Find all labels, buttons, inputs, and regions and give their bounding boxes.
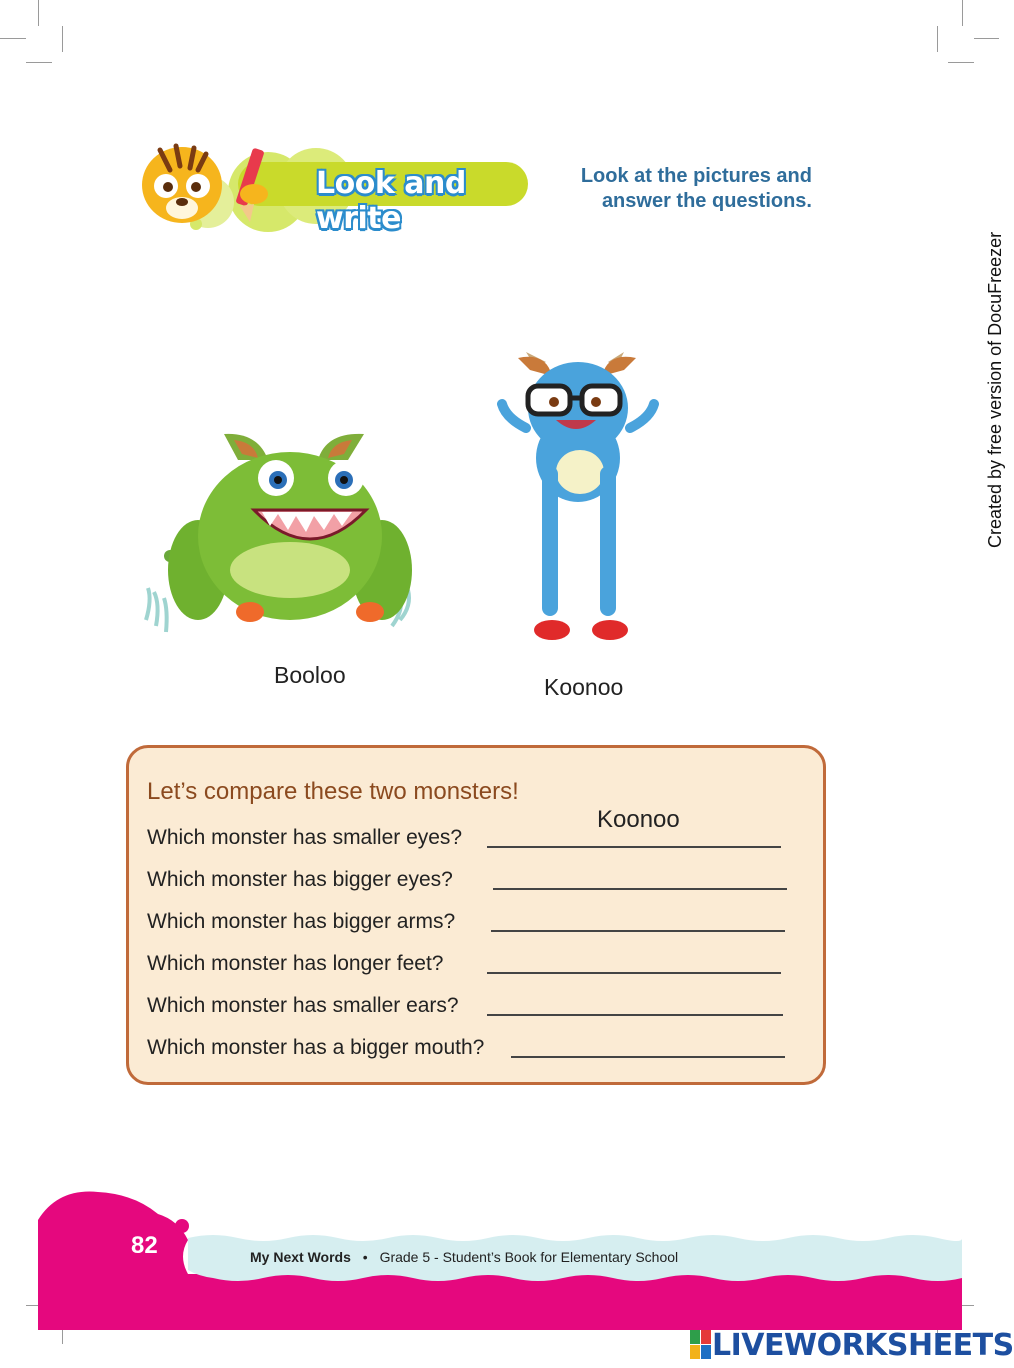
tiger-icon — [140, 140, 230, 230]
book-title: My Next Words — [250, 1249, 351, 1265]
koonoo-monster-illustration — [496, 348, 666, 648]
instruction-line-1: Look at the pictures and — [580, 165, 812, 187]
footer-bullet: • — [362, 1249, 368, 1265]
koonoo-label: Koonoo — [544, 674, 624, 700]
answer-line-3[interactable] — [491, 930, 785, 932]
answer-field-1[interactable]: Koonoo — [597, 806, 680, 833]
instruction-line-2: answer the questions. — [601, 190, 812, 212]
answer-line-2[interactable] — [493, 888, 787, 890]
question-6: Which monster has a bigger mouth? — [147, 1036, 485, 1059]
question-5: Which monster has smaller ears? — [147, 994, 459, 1017]
answer-line-4[interactable] — [487, 972, 781, 974]
footer-caption — [250, 1249, 678, 1265]
booloo-label: Booloo — [274, 662, 346, 688]
crop-mark — [974, 38, 999, 39]
answer-line-6[interactable] — [511, 1056, 785, 1058]
crop-mark — [26, 62, 52, 63]
instruction-text — [560, 164, 812, 214]
page-number: 82 — [131, 1232, 158, 1259]
liveworksheets-logo[interactable] — [690, 1327, 1014, 1363]
answer-line-1[interactable] — [487, 846, 781, 848]
book-subtitle: Grade 5 - Student’s Book for Elementary School — [379, 1249, 679, 1265]
question-4: Which monster has longer feet? — [147, 952, 444, 975]
question-2: Which monster has bigger eyes? — [147, 868, 453, 891]
question-3: Which monster has bigger arms? — [147, 910, 456, 933]
crop-mark — [937, 26, 938, 52]
pencil-icon — [224, 144, 284, 224]
crop-mark — [0, 38, 26, 39]
comparison-title: Let’s compare these two monsters! — [147, 778, 519, 805]
crop-mark — [962, 0, 963, 26]
live-badge-icon — [690, 1330, 712, 1360]
watermark-text: Created by free version of DocuFreezer — [985, 231, 1005, 548]
crop-mark — [948, 62, 974, 63]
question-1: Which monster has smaller eyes? — [147, 826, 463, 849]
section-title: Look and write — [316, 166, 466, 236]
comparison-box — [126, 745, 826, 1085]
answer-line-5[interactable] — [487, 1014, 783, 1016]
section-banner — [138, 136, 528, 236]
crop-mark — [62, 26, 63, 52]
liveworksheets-wordmark: LIVEWORKSHEETS — [712, 1327, 1014, 1363]
crop-mark — [38, 0, 39, 26]
booloo-monster-illustration — [138, 420, 438, 650]
